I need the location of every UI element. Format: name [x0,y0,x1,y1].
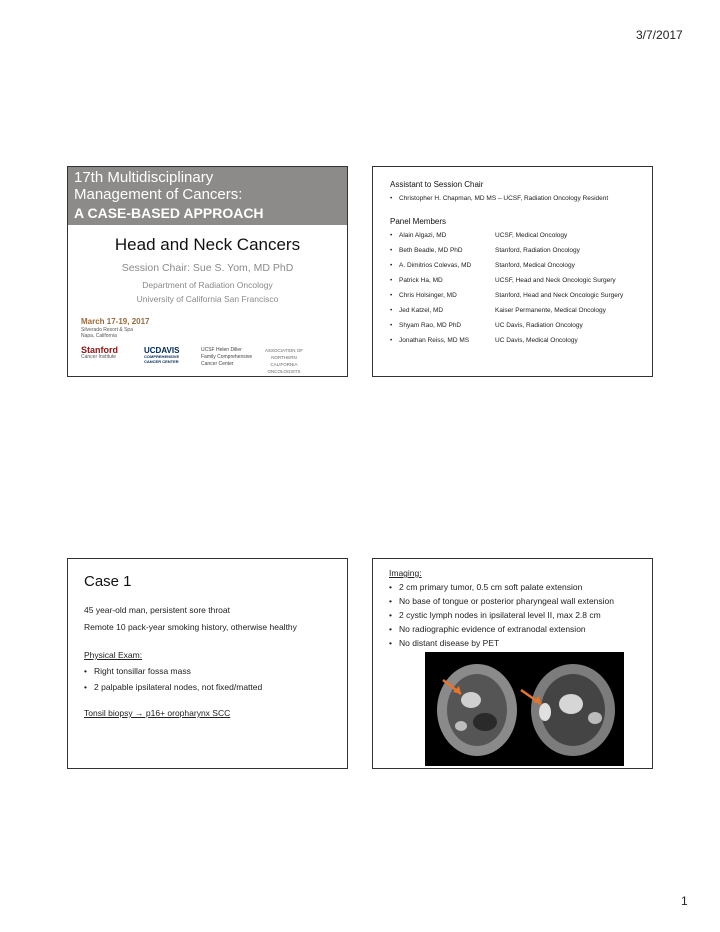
imaging-item-text: No radiographic evidence of extranodal extension [399,624,586,634]
panel-member-name: Beth Beadle, MD PhD [399,247,463,254]
stanford-logo-sub: Cancer Institute [81,354,117,360]
case-line-1: 45 year-old man, persistent sore throat [84,605,230,615]
panel-member: • Patrick Ha, MD UCSF, Head and Neck Oncologic Surgery [390,277,616,284]
panel-member-affiliation: UC Davis, Medical Oncology [495,337,578,344]
panel-member: • A. Dimitrios Colevas, MD Stanford, Medical Oncology [390,262,575,269]
conference-banner [68,167,347,225]
banner-line-3: A CASE-BASED APPROACH [74,205,264,221]
exam-item: • Right tonsillar fossa mass [84,666,191,676]
assistant-item: • Christopher H. Chapman, MD MS – UCSF, Radiation Oncology Resident [390,195,609,202]
ancо-logo: ASSOCIATION OF NORTHERN CALIFORNIA ONCOLOGISTS [265,348,303,374]
ucdavis-logo [144,347,196,364]
case-line-2: Remote 10 pack-year smoking history, otherwise healthy [84,622,297,632]
imaging-item-text: 2 cm primary tumor, 0.5 cm soft palate extension [399,582,583,592]
panel-member-affiliation: Kaiser Permanente, Medical Oncology [495,307,606,314]
biopsy-result: Tonsil biopsy → p16+ oropharynx SCC [84,708,231,718]
imaging-item-text: 2 cystic lymph nodes in ipsilateral level II, max 2.8 cm [399,610,601,620]
stanford-logo-text: Stanford [81,345,118,355]
banner-line-1: 17th Multidisciplinary [74,169,214,186]
slide-panel [372,166,653,377]
event-venue [81,327,133,339]
case-title: Case 1 [84,573,132,590]
panel-member-name: Alain Algazi, MD [399,232,447,239]
panel-member: • Beth Beadle, MD PhD Stanford, Radiation Oncology [390,247,580,254]
ucdavis-logo-text: UCDAVIS [144,346,180,355]
mri-scan-graphic [425,652,624,766]
exam-item: • 2 palpable ipsilateral nodes, not fixed/matted [84,682,263,692]
university: University of California San Francisco [136,294,279,304]
panel-member: • Jonathan Reiss, MD MS UC Davis, Medical Oncology [390,337,578,344]
mri-images [425,652,624,766]
imaging-heading: Imaging: [389,568,422,578]
panel-member-affiliation: UCSF, Head and Neck Oncologic Surgery [495,277,616,284]
slide-title [67,166,348,377]
exam-item-text: 2 palpable ipsilateral nodes, not fixed/matted [94,682,263,692]
venue-line-1: Silverado Resort & Spa [81,327,133,333]
presentation-title: Head and Neck Cancers [114,235,301,254]
assistant-heading: Assistant to Session Chair [390,180,484,189]
slide-case [67,558,348,769]
panel-member-name: Patrick Ha, MD [399,277,443,284]
imaging-item: • No base of tongue or posterior pharyngeal wall extension [389,596,614,606]
panel-member-name: Chris Holsinger, MD [399,292,457,299]
page-number: 1 [681,894,688,908]
panel-member-name: Jed Katzel, MD [399,307,444,314]
session-chair: Session Chair: Sue S. Yom, MD PhD [121,262,294,274]
panel-member-name: Shyam Rao, MD PhD [399,322,462,329]
panel-member: • Shyam Rao, MD PhD UC Davis, Radiation Oncology [390,322,583,329]
venue-line-2: Napa, California [81,333,117,339]
imaging-item-text: No distant disease by PET [399,638,500,648]
exam-item-text: Right tonsillar fossa mass [94,666,191,676]
panel-member: • Alain Algazi, MD UCSF, Medical Oncology [390,232,568,239]
slide-imaging [372,558,653,769]
imaging-item: • No distant disease by PET [389,638,500,648]
ucsf-logo: UCSF Helen Diller Family Comprehensive Cancer Center [201,347,253,367]
imaging-item: • 2 cm primary tumor, 0.5 cm soft palate extension [389,582,583,592]
imaging-item: • No radiographic evidence of extranodal extension [389,624,586,634]
panel-member-name: Jonathan Reiss, MD MS [399,337,470,344]
panel-member-affiliation: Stanford, Radiation Oncology [495,247,580,254]
panel-member-affiliation: Stanford, Medical Oncology [495,262,575,269]
event-date: March 17-19, 2017 [81,317,150,326]
ucdavis-logo-sub: COMPREHENSIVE CANCER CENTER [144,354,180,364]
panel-member: • Chris Holsinger, MD Stanford, Head and Neck Oncologic Surgery [390,292,624,299]
assistant-text: Christopher H. Chapman, MD MS – UCSF, Radiation Oncology Resident [399,195,609,202]
exam-heading: Physical Exam: [84,650,143,660]
header-date: 3/7/2017 [636,28,683,42]
imaging-item: • 2 cystic lymph nodes in ipsilateral level II, max 2.8 cm [389,610,601,620]
panel-member-name: A. Dimitrios Colevas, MD [399,262,472,269]
panel-heading: Panel Members [390,217,447,226]
imaging-item-text: No base of tongue or posterior pharyngeal wall extension [399,596,614,606]
banner-line-2: Management of Cancers: [74,186,243,203]
panel-member-affiliation: Stanford, Head and Neck Oncologic Surgery [495,292,624,299]
panel-member-affiliation: UC Davis, Radiation Oncology [495,322,583,329]
department: Department of Radiation Oncology [142,280,273,290]
panel-member: • Jed Katzel, MD Kaiser Permanente, Medical Oncology [390,307,606,314]
stanford-logo [81,347,118,361]
panel-member-affiliation: UCSF, Medical Oncology [495,232,568,239]
